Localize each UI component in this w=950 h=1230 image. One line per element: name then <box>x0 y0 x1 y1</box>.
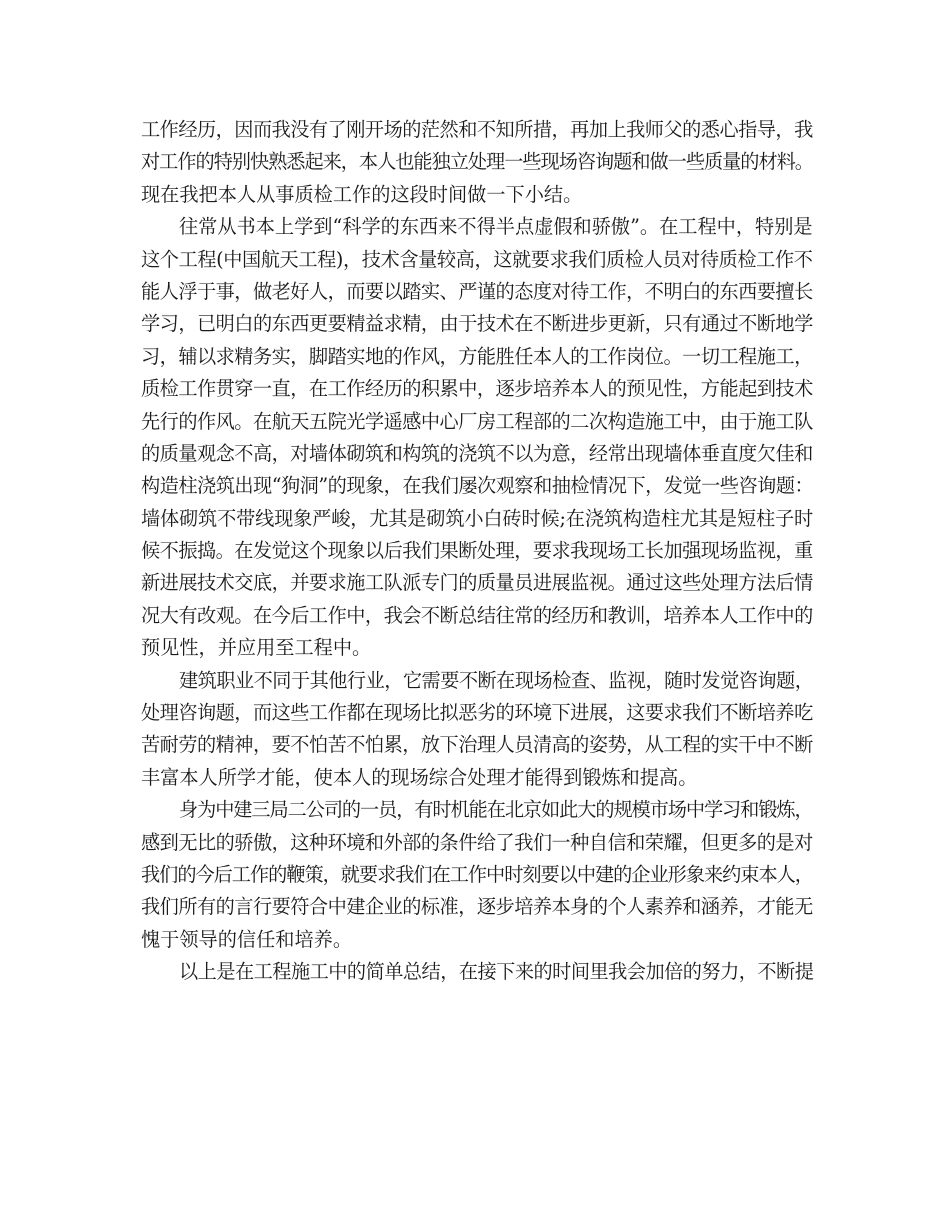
text-line: 以上是在工程施工中的简单总结，在接下来的时间里我会加倍的努力，不断提 <box>179 960 814 984</box>
text-line: 况大有改观。在今后工作中，我会不断总结往常的经历和教训，培养本人工作中的 <box>141 603 813 627</box>
text-line: 苦耐劳的精神，要不怕苦不怕累，放下治理人员清高的姿势，从工程的实干中不断 <box>141 733 813 757</box>
text-line: 对工作的特别快熟悉起来，本人也能独立处理一些现场咨询题和做一些质量的材料。 <box>141 150 813 174</box>
document-body <box>141 114 814 989</box>
text-line: 构造柱浇筑出现“狗洞”的现象，在我们屡次观察和抽检情况下，发觉一些咨询题： <box>141 474 814 498</box>
text-line: 愧于领导的信任和培养。 <box>141 927 353 951</box>
text-line: 质检工作贯穿一直，在工作经历的积累中，逐步培养本人的预见性，方能起到技术 <box>141 377 813 401</box>
text-line: 预见性，并应用至工程中。 <box>141 636 372 660</box>
text-line: 往常从书本上学到“科学的东西来不得半点虚假和骄傲”。在工程中，特别是 <box>179 215 813 239</box>
text-line: 这个工程(中国航天工程)，技术含量较高，这就要求我们质检人员对待质检工作不 <box>141 247 813 271</box>
text-line: 我们的今后工作的鞭策，就要求我们在工作中时刻要以中建的企业形象来约束本人， <box>141 862 813 886</box>
text-line: 墙体砌筑不带线现象严峻，尤其是砌筑小白砖时候;在浇筑构造柱尤其是短柱子时 <box>141 506 814 530</box>
text-line: 现在我把本人从事质检工作的这段时间做一下小结。 <box>141 182 583 206</box>
text-line: 候不振捣。在发觉这个现象以后我们果断处理，要求我现场工长加强现场监视，重 <box>141 539 813 563</box>
text-line: 我们所有的言行要符合中建企业的标准，逐步培养本身的个人素养和涵养，才能无 <box>141 895 813 919</box>
text-line: 学习，已明白的东西更要精益求精，由于技术在不断进步更新，只有通过不断地学 <box>141 312 813 336</box>
text-line: 处理咨询题，而这些工作都在现场比拟恶劣的环境下进展，这要求我们不断培养吃 <box>141 701 813 725</box>
text-line: 建筑职业不同于其他行业，它需要不断在现场检查、监视，随时发觉咨询题， <box>179 668 814 692</box>
text-line: 的质量观念不高，对墙体砌筑和构筑的浇筑不以为意，经常出现墙体垂直度欠佳和 <box>141 441 813 465</box>
text-line: 工作经历，因而我没有了刚开场的茫然和不知所措，再加上我师父的悉心指导，我 <box>141 118 813 141</box>
text-line: 先行的作风。在航天五院光学遥感中心厂房工程部的二次构造施工中，由于施工队 <box>141 409 813 433</box>
text-line: 能人浮于事，做老好人，而要以踏实、严谨的态度对待工作，不明白的东西要擅长 <box>141 279 813 303</box>
text-line: 习，辅以求精务实，脚踏实地的作风，方能胜任本人的工作岗位。一切工程施工， <box>141 344 813 368</box>
text-line: 身为中建三局二公司的一员，有时机能在北京如此大的规模市场中学习和锻炼， <box>179 798 813 822</box>
text-line: 感到无比的骄傲，这种环境和外部的条件给了我们一种自信和荣耀，但更多的是对 <box>141 830 813 854</box>
text-line: 丰富本人所学才能，使本人的现场综合处理才能得到锻炼和提高。 <box>141 765 698 789</box>
text-line: 新进展技术交底，并要求施工队派专门的质量员进展监视。通过这些处理方法后情 <box>141 571 813 595</box>
